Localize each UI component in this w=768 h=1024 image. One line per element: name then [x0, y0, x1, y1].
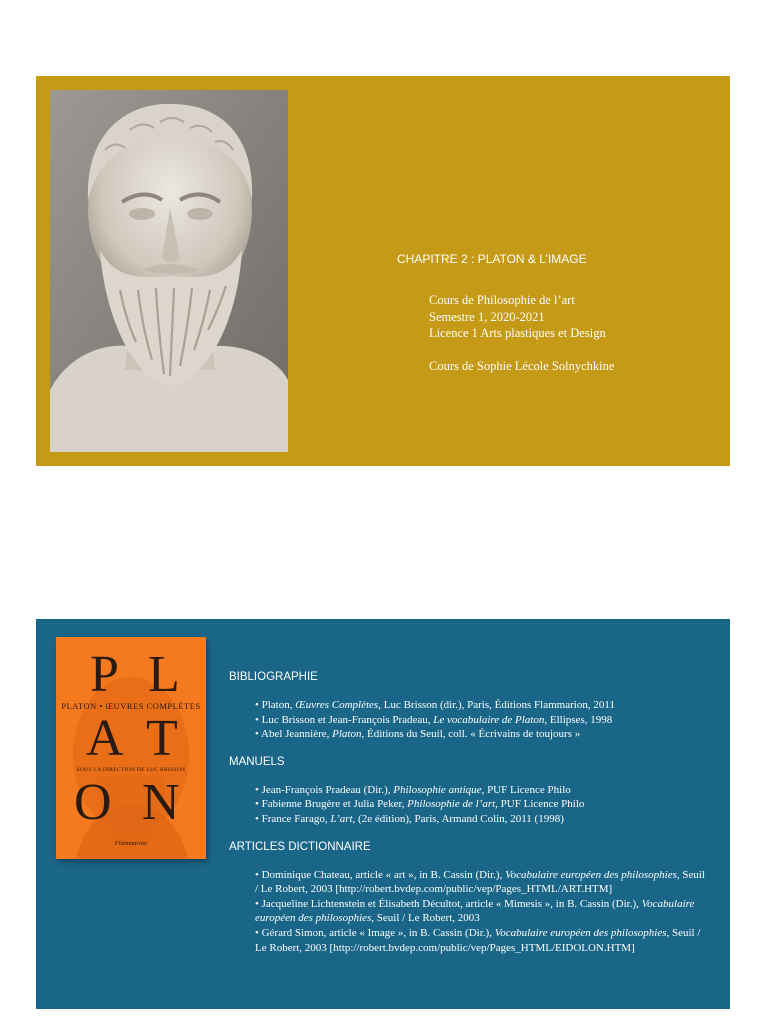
reference-title: Œuvres Complètes: [295, 699, 379, 711]
reference-entry: [229, 713, 709, 728]
course-line: Semestre 1, 2020-2021: [429, 309, 545, 324]
reference-entry: [229, 797, 709, 812]
reference-text: , Seuil / Le Robert, 2003 [http://robert.bvdep.com/public/vep/Pages_HTML/ART.HTM]: [255, 868, 705, 896]
reference-title: Platon: [332, 728, 362, 741]
reference-text: , Ellipses, 1998: [544, 713, 613, 726]
section-heading: ARTICLES DICTIONNAIRE: [229, 840, 371, 853]
reference-text: , PUF Licence Philo: [481, 783, 571, 796]
reference-entry: [229, 812, 709, 827]
book-cover-image: [56, 637, 206, 859]
reference-title: Philosophie de l’art: [407, 798, 496, 811]
reference-entry: [229, 727, 709, 742]
reference-entry: [229, 783, 709, 798]
section-manuels: [229, 756, 709, 827]
reference-text: • Luc Brisson et Jean-François Pradeau,: [255, 713, 434, 726]
reference-text: • Platon,: [255, 699, 296, 711]
reference-text: , (2e édition), Paris, Armand Colin, 2011 (1998): [352, 812, 564, 825]
cover-publisher: Flammarion: [114, 840, 148, 847]
reference-entry: [229, 868, 707, 897]
reference-text: , Luc Brisson (dir.), Paris, Éditions Flammarion, 2011: [378, 699, 615, 711]
plato-bust-image: [50, 90, 288, 452]
cover-direction: SOUS LA DIRECTION DE LUC BRISSON: [76, 767, 186, 773]
cover-letter: N: [142, 774, 180, 831]
reference-text: , Éditions du Seuil, coll. « Écrivains de toujours »: [361, 728, 581, 741]
cover-letter: O: [74, 774, 112, 831]
reference-title: Vocabulaire européen des philosophies: [505, 868, 677, 881]
reference-text: • France Farago,: [255, 812, 331, 825]
cover-letter: L: [148, 646, 180, 703]
cover-letter: P: [90, 646, 119, 703]
reference-entry: [229, 926, 707, 955]
reference-title: Le vocabulaire de Platon: [433, 713, 545, 726]
cover-letter: T: [146, 710, 178, 767]
plato-bust-illustration: [50, 90, 288, 452]
course-line: Cours de Philosophie de l’art: [429, 293, 575, 307]
reference-text: • Gérard Simon, article « Image », in B. Cassin (Dir.),: [255, 926, 495, 939]
bibliography-list: [229, 671, 709, 969]
reference-entry: [229, 897, 707, 926]
reference-entry: [229, 698, 709, 713]
cover-subtitle: PLATON • ŒUVRES COMPLÈTES: [61, 701, 201, 711]
cover-letter: A: [86, 710, 124, 767]
slide-title: [36, 76, 730, 466]
teacher-line: Cours de Sophie Lécole Solnychkine: [429, 358, 615, 373]
chapter-title: CHAPITRE 2 : PLATON & L’IMAGE: [397, 252, 587, 266]
reference-title: Vocabulaire européen des philosophies: [255, 897, 695, 925]
reference-text: , Seuil / Le Robert, 2003 [http://robert.bvdep.com/public/vep/Pages_HTML/EIDOLON.HTM]: [255, 926, 701, 954]
reference-text: • Jacqueline Lichtenstein et Élisabeth Décultot, article « Mimesis », in B. Cassin (Dir.),: [255, 897, 642, 910]
course-line: Licence 1 Arts plastiques et Design: [429, 326, 606, 340]
section-heading: BIBLIOGRAPHIE: [229, 671, 318, 683]
reference-text: , PUF Licence Philo: [495, 798, 585, 811]
section-heading: MANUELS: [229, 755, 285, 768]
reference-title: Vocabulaire européen des philosophies: [494, 926, 667, 939]
reference-text: • Abel Jeannière,: [255, 728, 333, 741]
reference-text: • Jean-François Pradeau (Dir.),: [255, 783, 394, 796]
reference-text: , Seuil / Le Robert, 2003: [371, 912, 480, 925]
section-articles-dictionnaire: [229, 841, 709, 956]
course-info: [429, 292, 614, 374]
reference-text: • Fabienne Brugère et Julia Peker,: [255, 798, 408, 811]
slide-bibliography: [36, 619, 730, 1009]
reference-title: L’art: [330, 812, 353, 825]
section-bibliographie: [229, 671, 709, 742]
reference-text: • Dominique Chateau, article « art », in B. Cassin (Dir.),: [255, 868, 506, 881]
reference-title: Philosophie antique: [393, 783, 482, 796]
